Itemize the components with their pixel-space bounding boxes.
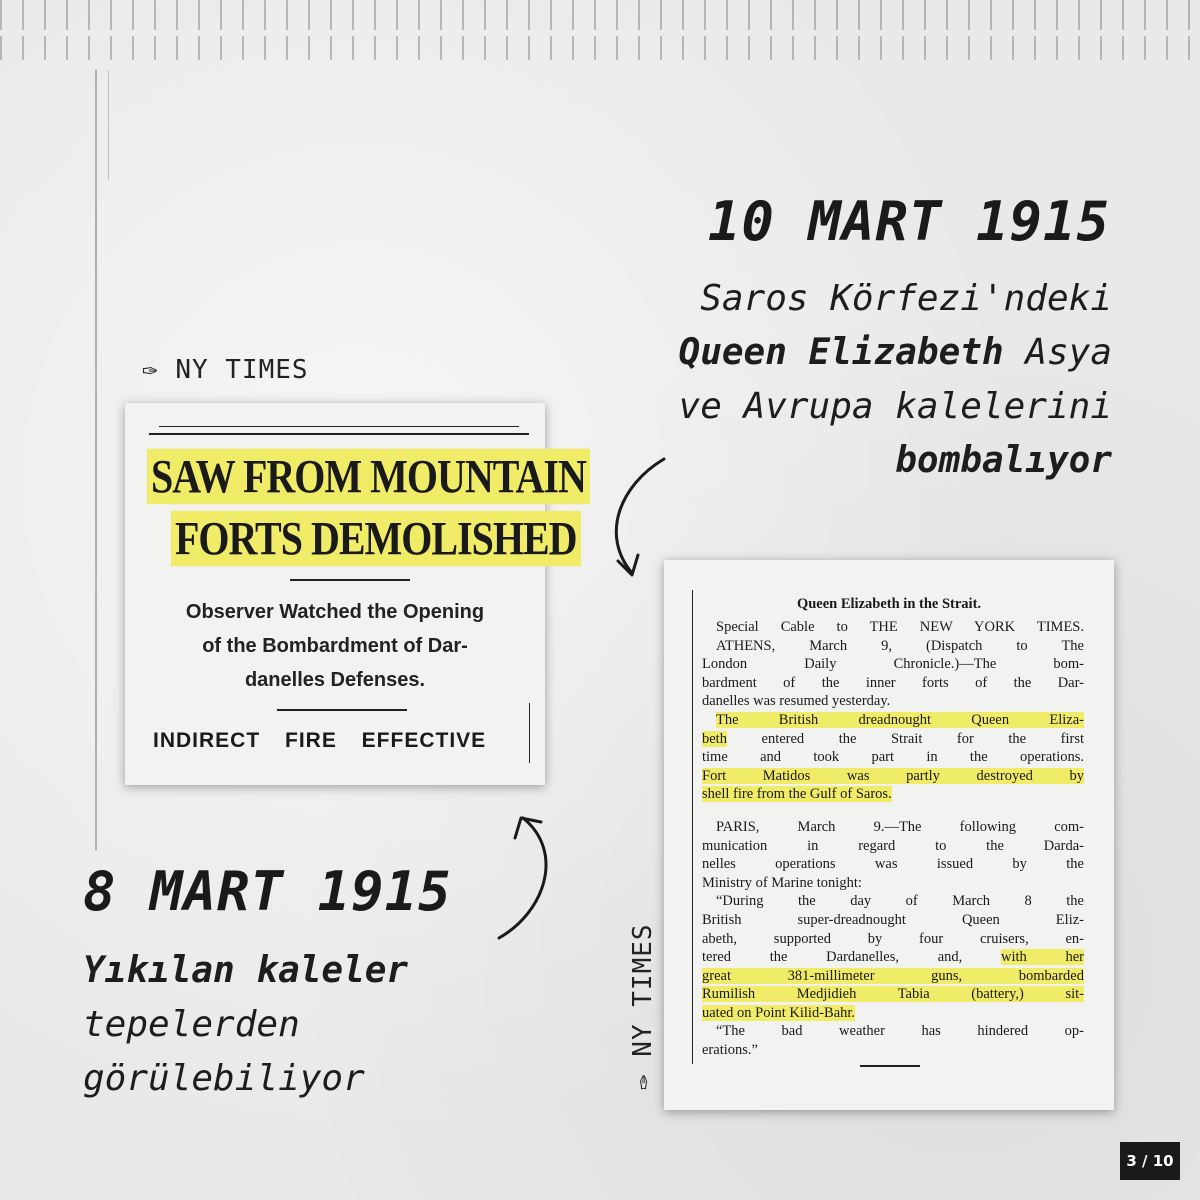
caption-line-3: ve Avrupa kalelerini <box>678 386 1112 427</box>
top-tick-marks <box>0 0 1200 60</box>
date-8-mart-1915: 8 MART 1915 <box>83 860 452 923</box>
newspaper-clipping-queen-elizabeth-strait <box>664 560 1114 1110</box>
caption-line-2: Queen Elizabeth Asya <box>678 332 1112 373</box>
left-vertical-rule <box>95 70 97 850</box>
headline-line-2: FORTS DEMOLISHED <box>171 511 581 566</box>
curved-arrow-up-icon <box>495 812 585 942</box>
subheading-line-3: danelles Defenses. <box>244 669 426 691</box>
caption-queen-elizabeth <box>679 272 1112 488</box>
newspaper-clipping-saw-from-mountain <box>125 403 586 785</box>
source-label-nytimes-vertical: ✑ NY TIMES <box>628 923 658 1090</box>
source-label-nytimes: ✑ NY TIMES <box>142 355 309 385</box>
article-body: Special Cable to THE NEW YORK TIMES. ATHENS, March 9, (Dispatch to The London Daily Chronicle.)—The bom- bardment of the inner forts of the Dar- danelles was resumed yesterday. The British dreadnought Queen Eliza- beth entered the Strait for the first time and took part in the operations. Fort Matidos was partly destroyed by shell fire from the Gulf of Saros. PARIS, March 9.—The following com- munication in regard to the Darda- nelles operations was issued by the Ministry of Marine tonight: “During the day of March 8 the British super-dreadnought Queen Eliz- abeth, supported by four cruisers, en- tered the Dardanelles, and, with her great 381-millimeter guns, bombarded Rumilish Medjidieh Tabia (battery,) sit- uated on Point Kilid-Bahr. “The bad weather has hindered op- erations.” <box>702 619 1085 1059</box>
caption-yikilan-kaleler: Yıkılan kaleler tepelerden görülebiliyor <box>83 950 409 1099</box>
page-indicator: 3 / 10 <box>1120 1142 1180 1180</box>
footer-indirect-fire: INDIRECT FIRE EFFECTIVE <box>153 729 487 752</box>
caption-line-4: bombalıyor <box>895 440 1112 481</box>
subheading-line-1: Observer Watched the Opening <box>185 601 485 623</box>
caption-line-1: Saros Körfezi'ndeki <box>700 278 1112 319</box>
headline-line-1: SAW FROM MOUNTAIN <box>147 449 590 504</box>
left-vertical-rule-short <box>108 70 109 180</box>
date-10-mart-1915: 10 MART 1915 <box>707 190 1110 253</box>
pen-nib-icon: ✑ <box>142 355 159 385</box>
subheading-line-2: of the Bombardment of Dar- <box>202 635 468 657</box>
pen-nib-icon: ✑ <box>628 1073 658 1090</box>
article-title: Queen Elizabeth in the Strait. <box>796 596 982 612</box>
